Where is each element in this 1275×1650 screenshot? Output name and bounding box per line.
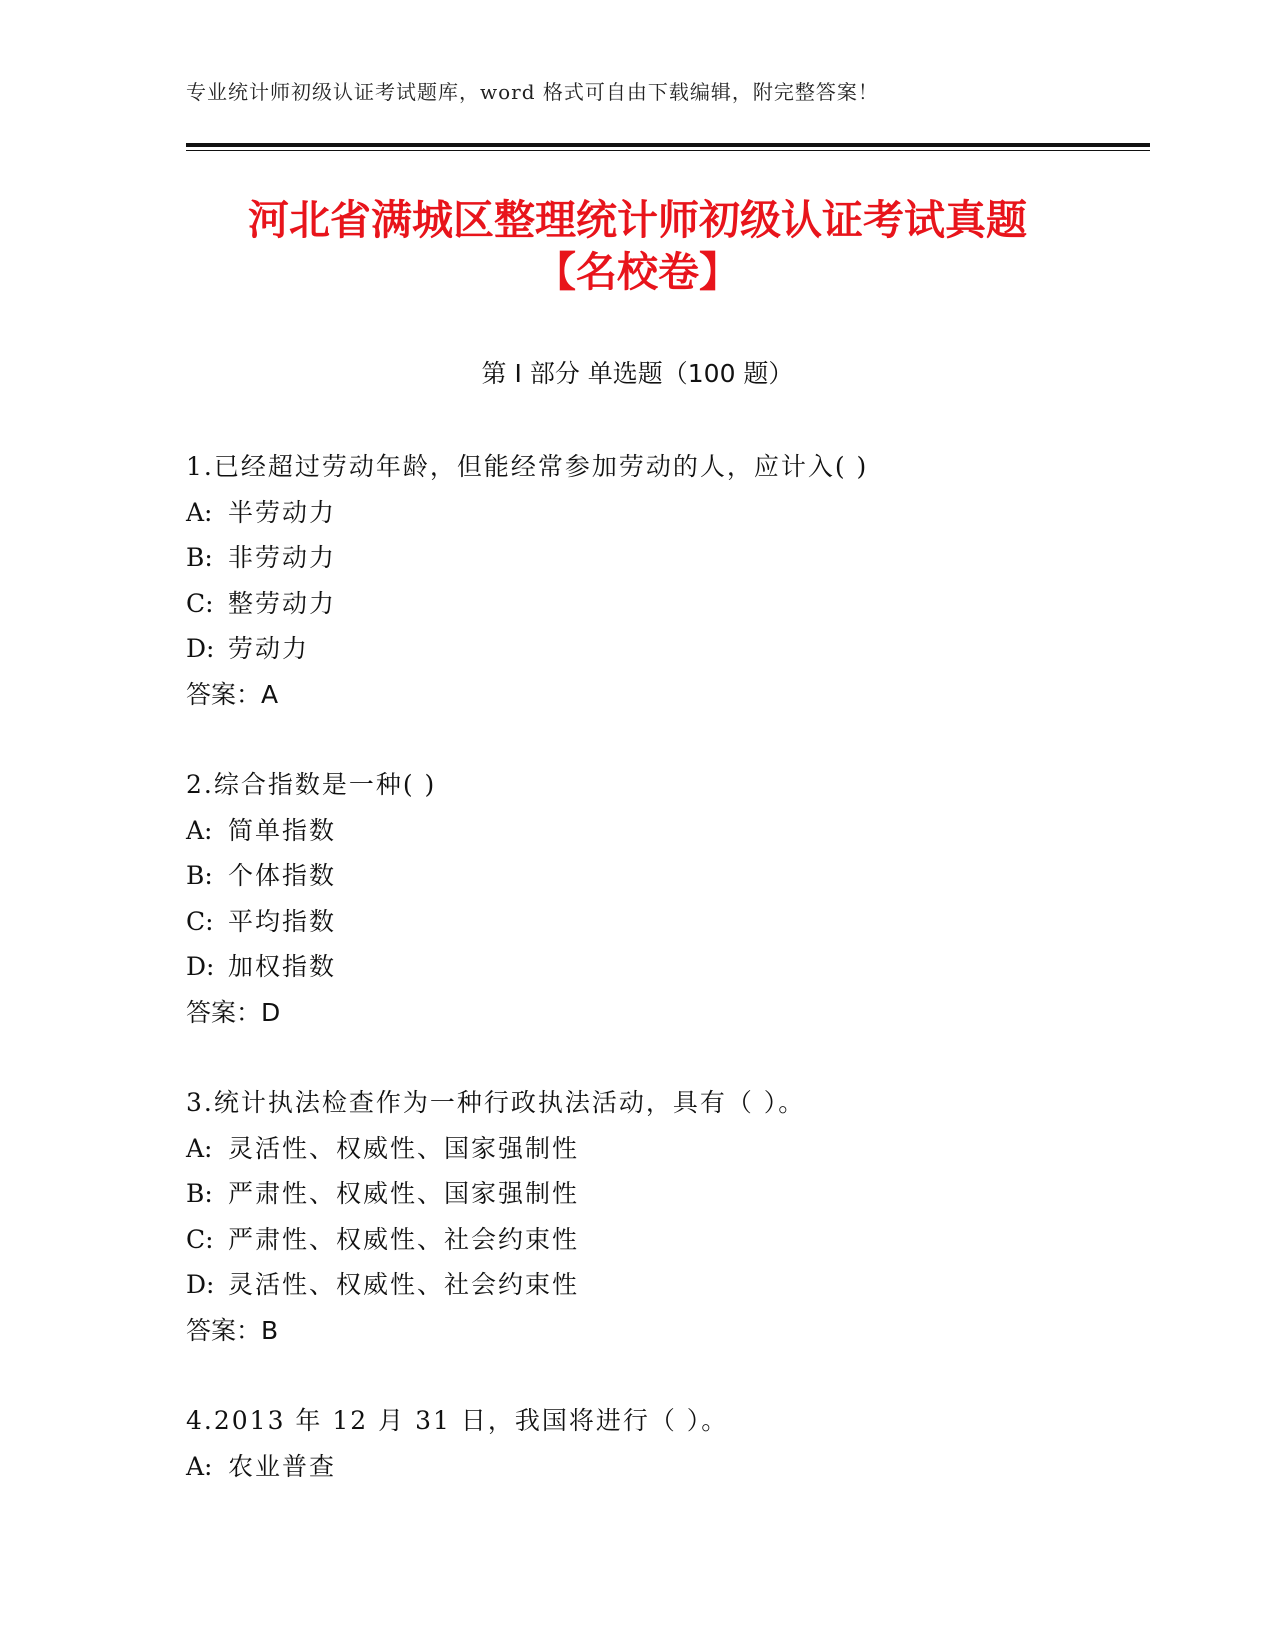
option-text: 劳动力 [228,634,310,663]
document-title [186,194,1089,298]
answer-line: 答案：D [186,997,281,1027]
option-d [186,626,1150,672]
option-letter: D: [186,1270,215,1299]
question-2 [186,762,1150,1035]
option-a [186,490,1150,536]
question-stem: 3.统计执法检查作为一种行政执法活动，具有（ ）。 [186,1088,806,1117]
option-b [186,853,1150,899]
option-letter: D: [186,634,215,663]
option-a [186,1444,1150,1490]
question-4 [186,1398,1150,1489]
option-text: 严肃性、权威性、国家强制性 [228,1179,580,1208]
question-stem: 1.已经超过劳动年龄，但能经常参加劳动的人，应计入( ) [186,452,869,481]
option-letter: C: [186,588,214,618]
question-3 [186,1080,1150,1353]
header-rule-thin [186,150,1150,151]
option-letter: B: [186,1179,213,1208]
option-letter: A: [186,497,213,527]
option-c [186,581,1150,627]
title-line-1: 河北省满城区整理统计师初级认证考试真题 [248,196,1027,244]
question-stem: 4.2013 年 12 月 31 日，我国将进行（ ）。 [186,1406,729,1435]
option-d [186,1262,1150,1308]
option-text: 半劳动力 [228,497,337,527]
option-text: 整劳动力 [228,588,337,618]
option-letter: C: [186,906,214,936]
option-text: 非劳动力 [228,543,337,572]
option-text: 平均指数 [228,906,337,936]
option-text: 加权指数 [228,952,337,981]
option-text: 简单指数 [228,815,337,845]
answer-line: 答案：A [186,679,279,709]
option-c [186,1217,1150,1263]
question-list [186,444,1150,1534]
header-rule-thick [186,143,1150,147]
option-c [186,899,1150,945]
option-letter: A: [186,815,213,845]
question-stem: 2.综合指数是一种( ) [186,770,437,799]
option-text: 农业普查 [228,1451,337,1481]
answer-line: 答案：B [186,1315,279,1345]
option-text: 个体指数 [228,861,337,890]
header-note: 专业统计师初级认证考试题库，word 格式可自由下载编辑，附完整答案！ [186,80,879,104]
question-1 [186,444,1150,717]
option-b [186,1171,1150,1217]
option-text: 灵活性、权威性、社会约束性 [228,1270,580,1299]
option-text: 严肃性、权威性、社会约束性 [228,1224,580,1254]
option-letter: A: [186,1451,213,1481]
title-line-2: 【名校卷】 [535,248,740,296]
option-b [186,535,1150,581]
option-letter: D: [186,952,215,981]
option-letter: B: [186,543,213,572]
option-letter: A: [186,1133,213,1163]
section-heading: 第 I 部分 单选题（100 题） [481,359,794,388]
option-letter: C: [186,1224,214,1254]
option-text: 灵活性、权威性、国家强制性 [228,1133,580,1163]
option-letter: B: [186,861,213,890]
option-d [186,944,1150,990]
option-a [186,1126,1150,1172]
option-a [186,808,1150,854]
